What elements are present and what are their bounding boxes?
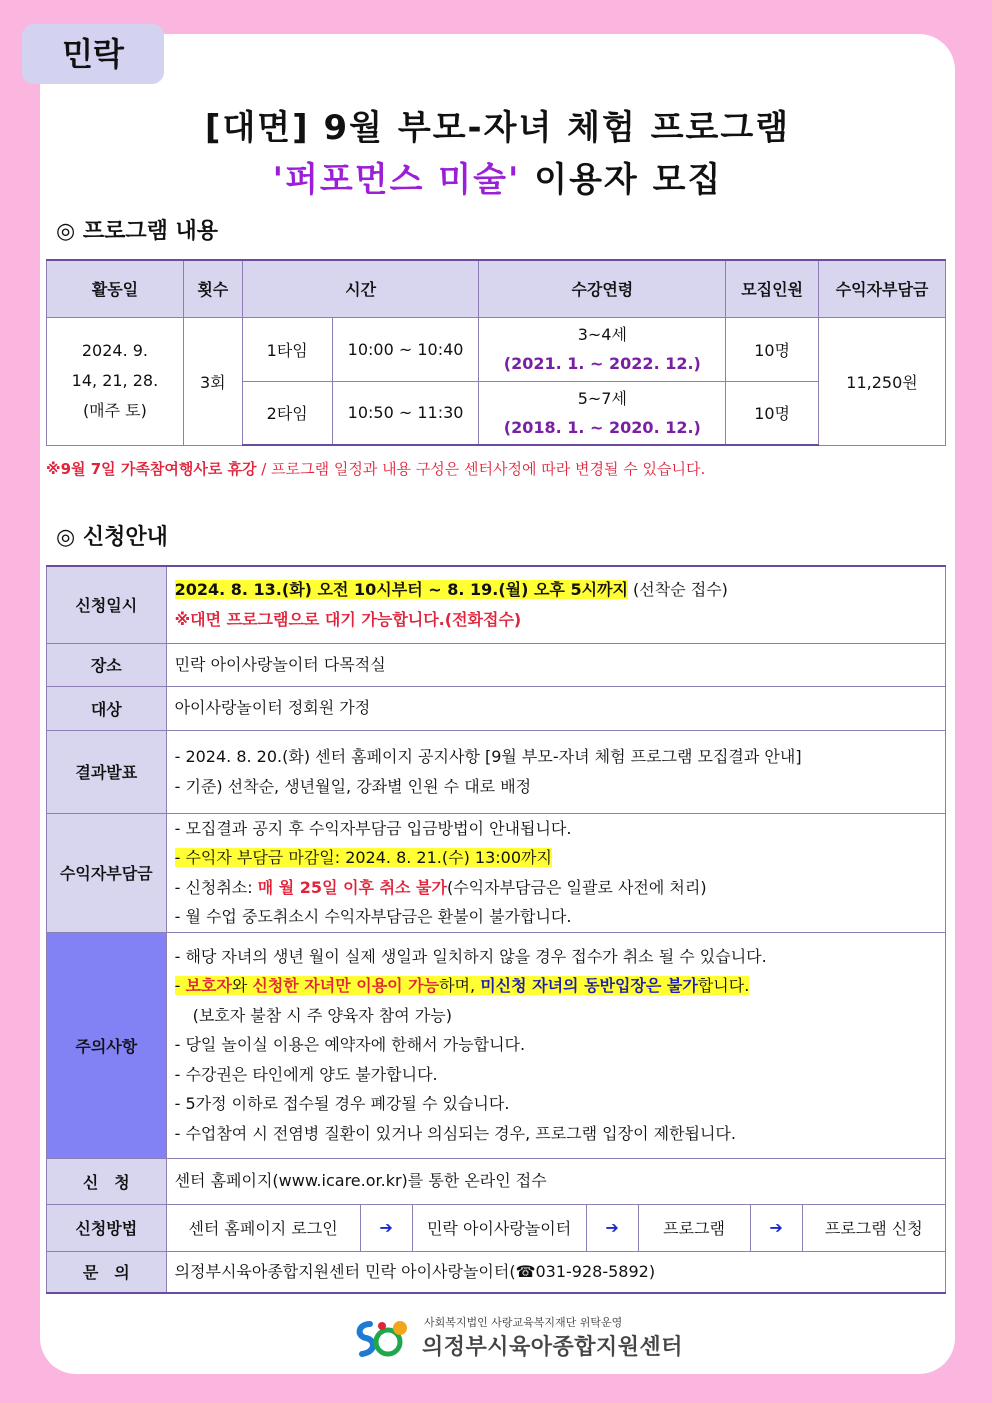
- header-time: 시간: [242, 260, 479, 317]
- capacity-cell: 10명: [726, 381, 819, 445]
- header-date: 활동일: [47, 260, 184, 317]
- title-recruit: 이용자 모집: [520, 160, 723, 200]
- count-cell: 3회: [183, 317, 242, 445]
- cancel-warning: 매 월 25일 이후 취소 불가: [257, 877, 447, 897]
- title-program-name: '퍼포먼스 미술': [272, 160, 521, 200]
- age-cell: [479, 317, 726, 381]
- step-program: 프로그램: [639, 1205, 751, 1251]
- slot-cell: 1타임: [242, 317, 332, 381]
- caution-text: 와: [231, 976, 253, 996]
- caution-guardian: 보호자: [185, 976, 232, 996]
- time-cell: 10:00 ~ 10:40: [332, 317, 479, 381]
- cancel-prefix: - 신청취소:: [174, 877, 258, 897]
- arrow-icon: ➔: [361, 1205, 413, 1251]
- period-cell: [166, 566, 945, 643]
- footer-logo-block: [350, 1312, 710, 1364]
- period-note: ※대면 프로그램으로 대기 가능합니다.(전화접수): [174, 609, 522, 629]
- fee-line: - 월 수업 중도취소시 수익자부담금은 환불이 불가합니다.: [174, 907, 572, 926]
- fee-line: - 모집결과 공지 후 수익자부담금 입금방법이 안내됩니다.: [174, 818, 572, 838]
- caution-line: - 수강권은 타인에게 양도 불가합니다.: [174, 1064, 438, 1084]
- period-dates: 2024. 8. 13.(화) 오전 10시부터 ~ 8. 19.(월) 오후 5시까지: [174, 580, 628, 600]
- step-playground: 민락 아이사랑놀이터: [413, 1205, 587, 1251]
- signup-value: 센터 홈페이지(www.icare.or.kr)를 통한 온라인 접수: [166, 1158, 945, 1204]
- time-cell: 10:50 ~ 11:30: [332, 381, 479, 445]
- result-line: - 기준) 선착순, 생년월일, 강좌별 인원 수 대로 배정: [174, 776, 532, 796]
- target-value: 아이사랑놀이터 정회원 가정: [166, 686, 945, 730]
- caution-text: 하며,: [439, 976, 481, 996]
- header-age: 수강연령: [479, 260, 726, 317]
- caution-line: - 해당 자녀의 생년 월이 실제 생일과 일치하지 않을 경우 접수가 취소 될 수 있습니다.: [174, 946, 767, 966]
- caution-line-highlight: [175, 971, 937, 1001]
- caution-dash: -: [174, 976, 186, 996]
- result-line: - 2024. 8. 20.(화) 센터 홈페이지 공지사항 [9월 부모-자녀 체험 프로그램 모집결과 안내]: [174, 747, 802, 766]
- label-target: 대상: [47, 686, 167, 730]
- label-caution: 주의사항: [47, 932, 167, 1158]
- method-cell: [166, 1204, 945, 1251]
- caution-line: - 수업참여 시 전염병 질환이 있거나 의심되는 경우, 프로그램 입장이 제한됩니다.: [174, 1123, 736, 1143]
- date-line: 2024. 9.: [81, 341, 148, 360]
- slot-cell: 2타임: [242, 381, 332, 445]
- date-line: (매주 토): [82, 401, 147, 420]
- caution-cell: [166, 932, 945, 1158]
- date-cell: [47, 317, 184, 445]
- capacity-cell: 10명: [726, 317, 819, 381]
- age-cell: [479, 381, 726, 445]
- age-range: 5~7세: [577, 388, 627, 408]
- label-period: 신청일시: [47, 566, 167, 643]
- label-fee: 수익자부담금: [47, 813, 167, 932]
- label-contact: 문 의: [47, 1251, 167, 1293]
- title-line2: [40, 152, 955, 201]
- notice-text: / 프로그램 일정과 내용 구성은 센터사정에 따라 변경될 수 있습니다.: [256, 460, 706, 478]
- section-apply: ◎ 신청안내: [56, 525, 168, 550]
- caution-line: (보호자 불참 시 주 양육자 참여 가능): [192, 1005, 452, 1025]
- fee-cell: 11,250원: [819, 317, 946, 445]
- fee-cancel-line: [175, 873, 937, 903]
- section-program: ◎ 프로그램 내용: [56, 219, 219, 244]
- program-table: [46, 259, 946, 446]
- caution-line: - 5가정 이하로 접수될 경우 폐강될 수 있습니다.: [174, 1094, 510, 1114]
- step-login: 센터 홈페이지 로그인: [167, 1205, 361, 1251]
- caution-line: - 당일 놀이실 이용은 예약자에 한해서 가능합니다.: [174, 1035, 526, 1055]
- footer-center-name: 의정부시육아종합지원센터: [422, 1335, 684, 1360]
- fee-info-cell: [166, 813, 945, 932]
- arrow-icon: ➔: [751, 1205, 803, 1251]
- apply-table: [46, 565, 946, 1294]
- center-tag: 민락: [22, 24, 164, 84]
- step-apply: 프로그램 신청: [824, 1219, 923, 1238]
- arrow-icon: ➔: [587, 1205, 639, 1251]
- center-logo-icon: [350, 1316, 414, 1362]
- header-fee: 수익자부담금: [819, 260, 946, 317]
- caution-registered-only: 신청한 자녀만 이용이 가능: [252, 976, 440, 996]
- place-value: 민락 아이사랑놀이터 다목적실: [166, 643, 945, 686]
- period-suffix: (선착순 접수): [627, 580, 728, 600]
- header-count: 횟수: [183, 260, 242, 317]
- caution-text: 합니다.: [697, 976, 750, 996]
- fee-deadline: - 수익자 부담금 마감일: 2024. 8. 21.(수) 13:00까지: [174, 848, 552, 867]
- label-place: 장소: [47, 643, 167, 686]
- label-method: 신청방법: [47, 1204, 167, 1251]
- birth-range: (2018. 1. ~ 2020. 12.): [503, 417, 701, 437]
- date-line: 14, 21, 28.: [71, 371, 159, 390]
- cancel-suffix: (수익자부담금은 일괄로 사전에 처리): [446, 877, 707, 897]
- notice-bold: ※9월 7일 가족참여행사로 휴강: [46, 460, 257, 478]
- title-line1: [대면] 9월 부모-자녀 체험 프로그램: [204, 108, 791, 148]
- age-range: 3~4세: [577, 325, 627, 344]
- label-signup: 신 청: [47, 1158, 167, 1204]
- header-capacity: 모집인원: [726, 260, 819, 317]
- caution-no-companion: 미신청 자녀의 동반입장은 불가: [480, 976, 698, 996]
- footer-operator: 사회복지법인 사랑교육복지재단 위탁운영: [424, 1316, 623, 1329]
- result-cell: [166, 730, 945, 813]
- label-result: 결과발표: [47, 730, 167, 813]
- birth-range: (2021. 1. ~ 2022. 12.): [503, 354, 701, 373]
- contact-value: 의정부시육아종합지원센터 민락 아이사랑놀이터(☎031-928-5892): [166, 1251, 945, 1293]
- schedule-notice: [46, 458, 705, 479]
